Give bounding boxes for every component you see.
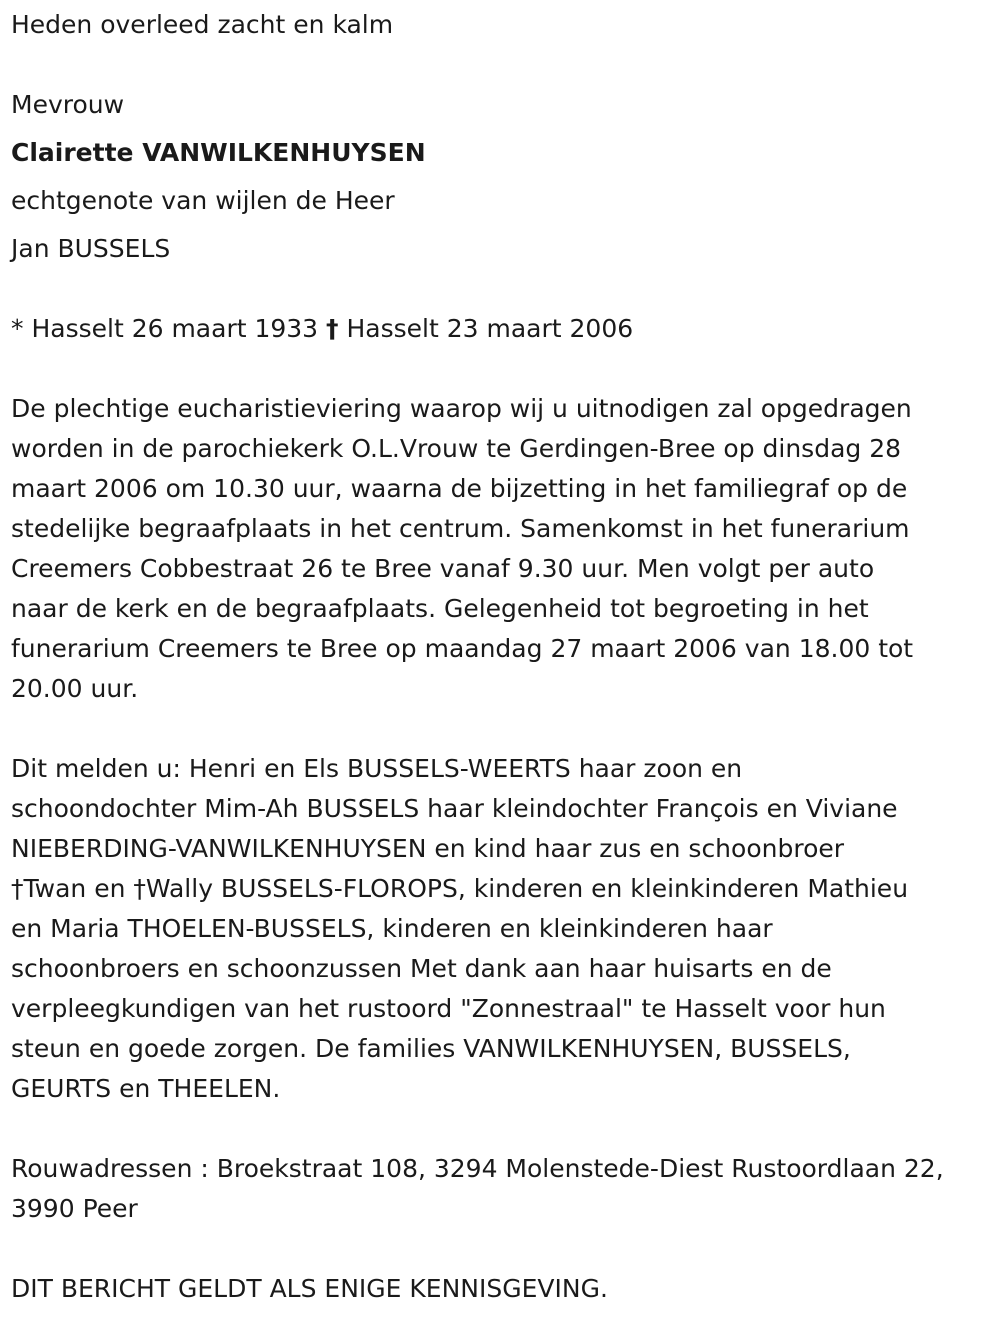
paragraph-line: †Twan en †Wally BUSSELS-FLOROPS, kinderen en kleinkinderen Mathieu <box>11 874 909 903</box>
paragraph-line: schoondochter Mim-Ah BUSSELS haar kleindochter François en Viviane <box>11 794 898 823</box>
paragraph-line: naar de kerk en de begraafplaats. Gelegenheid tot begroeting in het <box>11 594 869 623</box>
paragraph-line: Dit melden u: Henri en Els BUSSELS-WEERTS haar zoon en <box>11 754 743 783</box>
paragraph-line: en Maria THOELEN-BUSSELS, kinderen en kleinkinderen haar <box>11 914 773 943</box>
paragraph-line: verpleegkundigen van het rustoord "Zonnestraal" te Hasselt voor hun <box>11 994 886 1023</box>
paragraph-line: stedelijke begraafplaats in het centrum. Samenkomst in het funerarium <box>11 514 910 543</box>
death-date: Hasselt 23 maart 2006 <box>346 314 634 343</box>
salutation: Mevrouw <box>11 90 125 119</box>
closing-statement: DIT BERICHT GELDT ALS ENIGE KENNISGEVING. <box>11 1274 608 1303</box>
paragraph-line: Rouwadressen : Broekstraat 108, 3294 Molenstede-Diest Rustoordlaan 22, <box>11 1154 944 1183</box>
paragraph-line: NIEBERDING-VANWILKENHUYSEN en kind haar zus en schoonbroer <box>11 834 845 863</box>
spouse-name: Jan BUSSELS <box>11 234 171 263</box>
paragraph-line: 20.00 uur. <box>11 674 139 703</box>
cross-icon: † <box>326 314 339 343</box>
birth-date: * Hasselt 26 maart 1933 <box>11 314 319 343</box>
family-paragraph <box>11 749 996 1109</box>
paragraph-line: De plechtige eucharistieviering waarop wij u uitnodigen zal opgedragen <box>11 394 912 423</box>
intro-text: Heden overleed zacht en kalm <box>11 10 394 39</box>
life-dates <box>11 309 633 349</box>
address-paragraph <box>11 1149 996 1229</box>
paragraph-line: steun en goede zorgen. De families VANWILKENHUYSEN, BUSSELS, <box>11 1034 851 1063</box>
paragraph-line: maart 2006 om 10.30 uur, waarna de bijzetting in het familiegraf op de <box>11 474 908 503</box>
paragraph-line: schoonbroers en schoonzussen Met dank aan haar huisarts en de <box>11 954 832 983</box>
ceremony-paragraph <box>11 389 996 709</box>
paragraph-line: funerarium Creemers te Bree op maandag 27 maart 2006 van 18.00 tot <box>11 634 914 663</box>
paragraph-line: GEURTS en THEELEN. <box>11 1074 281 1103</box>
spouse-line: echtgenote van wijlen de Heer <box>11 186 395 215</box>
paragraph-line: Creemers Cobbestraat 26 te Bree vanaf 9.30 uur. Men volgt per auto <box>11 554 875 583</box>
paragraph-line: worden in de parochiekerk O.L.Vrouw te Gerdingen-Bree op dinsdag 28 <box>11 434 902 463</box>
deceased-name: Clairette VANWILKENHUYSEN <box>11 138 426 167</box>
paragraph-line: 3990 Peer <box>11 1194 138 1223</box>
